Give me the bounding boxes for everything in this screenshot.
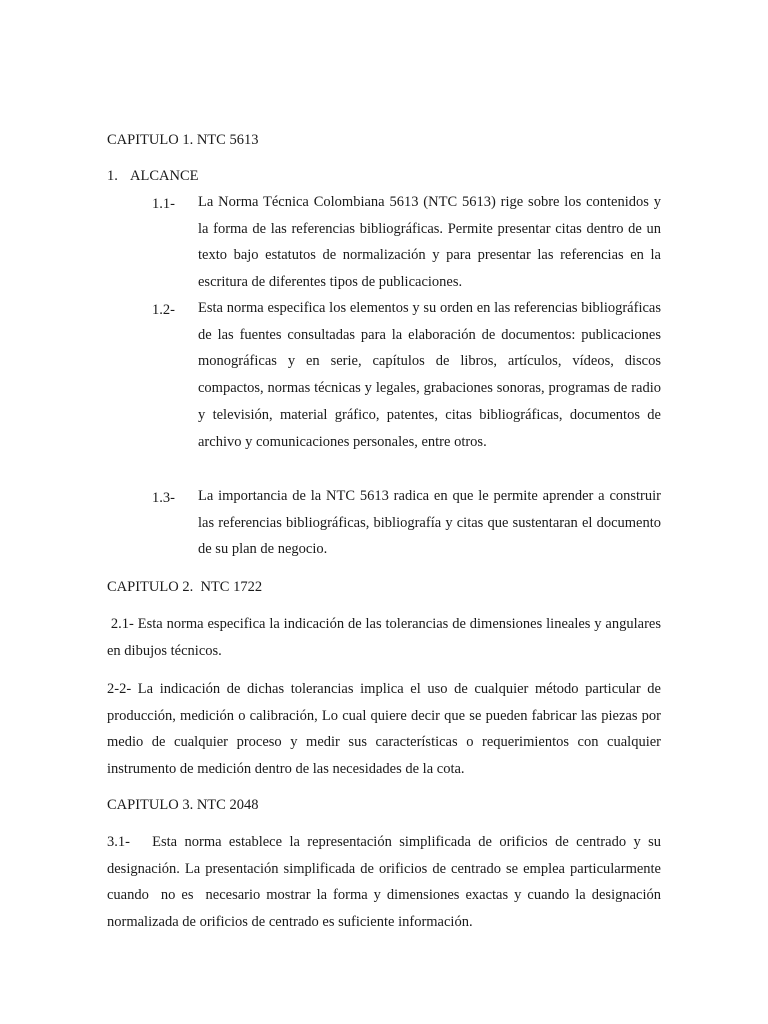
- chapter-2-title: CAPITULO 2. NTC 1722: [107, 579, 263, 595]
- item-number-1-2: 1.2-: [152, 302, 175, 318]
- item-number-1-3: 1.3-: [152, 490, 175, 506]
- item-text-1-1: La Norma Técnica Colombiana 5613 (NTC 5613) rige sobre los contenidos y la forma de las referencias bibliográficas. Permite presentar citas dentro de un texto bajo estatutos de normalización y para presentar las referencias en la escritura de diferentes tipos de publicaciones.: [198, 194, 661, 291]
- section-number: 1.: [107, 168, 118, 184]
- item-number-1-1: 1.1-: [152, 196, 175, 212]
- chapter-2-paragraph-2: 2-2- La indicación de dichas tolerancias implica el uso de cualquier método particular de producción, medición o calibración, Lo cual quiere decir que se pueden fabricar las piezas por medio de cualquier proceso y medir sus características o requerimientos con cualquier instrumento de medición dentro de las necesidades de la cota.: [107, 681, 661, 778]
- chapter-3-title: CAPITULO 3. NTC 2048: [107, 797, 259, 813]
- chapter-2-paragraph-1: 2.1- Esta norma especifica la indicación de las tolerancias de dimensiones lineales y angulares en dibujos técnicos.: [107, 616, 665, 659]
- chapter-3-paragraph-1: 3.1- Esta norma establece la representación simplificada de orificios de centrado y su designación. La presentación simplificada de orificios de centrado se emplea particularmente cuando no es necesario mostrar la forma y dimensiones exactas y cuando la designación normalizada de orificios de centrado es suficiente información.: [107, 834, 669, 931]
- item-text-1-2: Esta norma especifica los elementos y su orden en las referencias bibliográficas de las fuentes consultadas para la elaboración de documentos: publicaciones monográficas y en serie, capítulos de libros, artículos, vídeos, discos compactos, normas técnicas y legales, grabaciones sonoras, programas de radio y televisión, material gráfico, patentes, citas bibliográficas, documentos de archivo y comunicaciones personales, entre otros.: [198, 300, 661, 450]
- item-text-1-3: La importancia de la NTC 5613 radica en que le permite aprender a construir las referencias bibliográficas, bibliografía y citas que sustentaran el documento de su plan de negocio.: [198, 488, 661, 558]
- section-title: ALCANCE: [130, 168, 199, 184]
- chapter-1-title: CAPITULO 1. NTC 5613: [107, 132, 259, 148]
